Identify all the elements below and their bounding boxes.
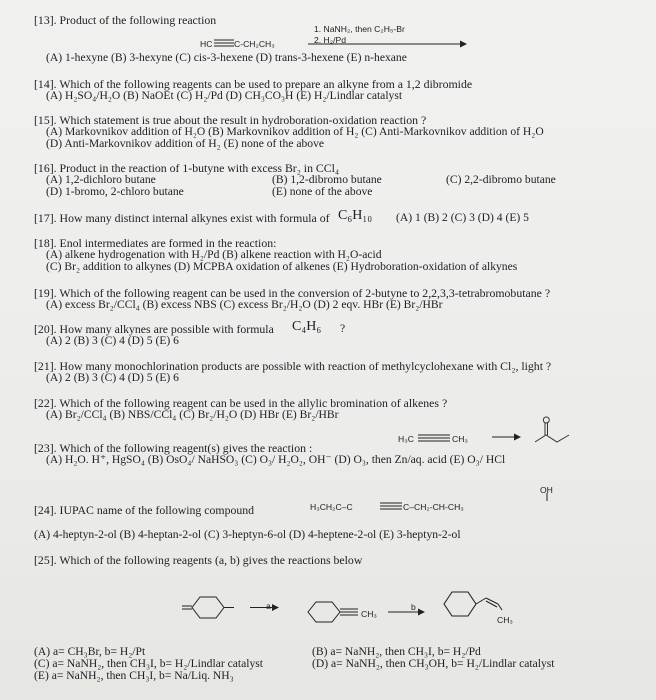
q23-reactant-right: CH₃ xyxy=(452,434,468,444)
q24-options: (A) 4-heptyn-2-ol (B) 4-heptan-2-ol (C) 3-heptyn-6-ol (D) 4-heptene-2-ol (E) 3-heptyn-2-ol xyxy=(34,528,461,541)
q23-reactant-left: H₃C xyxy=(398,434,414,444)
q25-reaction-scheme xyxy=(180,578,310,630)
q13-reagent-step-1: 1. NaNH₂, then C₂H₅-Br xyxy=(314,24,405,34)
q25-label-b: b xyxy=(411,602,416,612)
question-23-stem: [23]. Which of the following reagent(s) gives the reaction : xyxy=(34,441,313,455)
q18-options-line-2: (C) Br₂ addition to alkynes (D) MCPBA oxidation of alkenes (E) Hydroboration-oxidation of alkynes xyxy=(46,260,518,273)
q21-options: (A) 2 (B) 3 (C) 4 (D) 5 (E) 6 xyxy=(46,371,179,384)
question-17-stem: [17]. How many distinct internal alkynes exist with formula of xyxy=(34,211,330,225)
q25-option-e: (E) a= NaNH₂, then CH₃I, b= Na/Liq. NH₃ xyxy=(34,669,234,682)
q16-option-c: (C) 2,2-dibromo butane xyxy=(446,173,556,186)
q16-option-d: (D) 1-bromo, 2-chloro butane xyxy=(46,185,184,198)
q20-question-mark: ? xyxy=(340,322,346,335)
q22-options: (A) Br₂/CCl₄ (B) NBS/CCl₄ (C) Br₂/H₂O (D) HBr (E) Br₂/HBr xyxy=(46,408,339,421)
q13-triple-bond xyxy=(214,38,234,48)
q24-structure-right: C–CH₂-CH-CH₃ xyxy=(403,502,464,512)
q24-hydroxyl-bond xyxy=(542,493,552,501)
question-16-stem: [16]. Product in the reaction of 1-butyne with excess Br₂ in CCl₄ xyxy=(34,161,340,175)
question-21-stem: [21]. How many monochlorination products are possible with reaction of methylcyclohexane with Cl₂, light ? xyxy=(34,359,552,373)
question-22-stem: [22]. Which of the following reagent can be used in the allylic bromination of alkenes ? xyxy=(34,396,448,410)
q13-options: (A) 1-hexyne (B) 3-hexyne (C) cis-3-hexene (D) trans-3-hexene (E) n-hexane xyxy=(46,51,407,64)
q13-substrate-right: C-CH₂CH₃ xyxy=(234,39,275,49)
q25-option-a: (A) a= CH₃Br, b= H₂/Pt xyxy=(34,645,146,658)
q24-hydroxyl-label: OH xyxy=(540,485,553,495)
question-15-stem: [15]. Which statement is true about the result in hydroboration-oxidation reaction ? xyxy=(34,113,427,127)
q25-option-d: (D) a= NaNH₂, then CH₃OH, b= H₂/Lindlar catalyst xyxy=(312,657,555,670)
q13-substrate-left: HC xyxy=(200,39,213,49)
q16-option-e: (E) none of the above xyxy=(272,185,373,198)
q23-triple-bond xyxy=(418,433,450,443)
question-18-stem: [18]. Enol intermediates are formed in the reaction: xyxy=(34,236,277,250)
q13-reagent-step-2: 2. H₂/Pd xyxy=(314,35,346,45)
question-13-stem: [13]. Product of the following reaction xyxy=(34,13,217,27)
q25-product-ch3: CH₃ xyxy=(497,615,513,625)
q25-intermediate-ch3: CH₃ xyxy=(361,609,377,619)
q14-options: (A) H₂SO₄/H₂O (B) NaOEt (C) H₂/Pd (D) CH₃CO₃H (E) H₂/Lindlar catalyst xyxy=(46,89,403,102)
question-19-stem: [19]. Which of the following reagent can be used in the conversion of 2-butyne to 2,2,3,3-tetrabromobutane ? xyxy=(34,286,551,300)
question-20-stem: [20]. How many alkynes are possible with formula xyxy=(34,322,274,336)
q25-option-b: (B) a= NaNH₂, then CH₃I, b= H₂/Pd xyxy=(312,645,481,658)
q23-options: (A) H₂O. H⁺, HgSO₄ (B) OsO₄/ NaHSO₃ (C) O₃/ H₂O₂, OH⁻ (D) O₃, then Zn/aq. acid (E) O₃/ HCl xyxy=(46,453,506,466)
q20-formula: C₄H₆ xyxy=(292,319,322,334)
q15-options-line-2: (D) Anti-Markovnikov addition of H₂ (E) none of the above xyxy=(46,137,325,150)
q16-option-b: (B) 1,2-dibromo butane xyxy=(272,173,382,186)
q18-options-line-1: (A) alkene hydrogenation with H₂/Pd (B) alkene reaction with H₂O-acid xyxy=(46,248,382,261)
q24-structure-left: H₃CH₂C–C xyxy=(310,502,353,512)
q23-product-ketone-structure xyxy=(532,414,576,446)
q23-reaction-arrow xyxy=(492,432,522,442)
q17-options: (A) 1 (B) 2 (C) 3 (D) 4 (E) 5 xyxy=(396,211,529,224)
question-14-stem: [14]. Which of the following reagents can be used to prepare an alkyne from a 1,2 dibromide xyxy=(34,77,473,91)
q13-reaction-arrow xyxy=(308,39,468,49)
q19-options: (A) excess Br₂/CCl₄ (B) excess NBS (C) excess Br₂/H₂O (D) 2 eqv. HBr (E) Br₂/HBr xyxy=(46,298,443,311)
q16-option-a: (A) 1,2-dichloro butane xyxy=(46,173,156,186)
q25-option-c: (C) a= NaNH₂, then CH₃I, b= H₂/Lindlar catalyst xyxy=(34,657,264,670)
q24-triple-bond xyxy=(380,501,402,511)
q25-label-a: a xyxy=(266,601,271,611)
question-24-stem: [24]. IUPAC name of the following compound xyxy=(34,503,255,517)
q15-options-line-1: (A) Markovnikov addition of H₂O (B) Markovnikov addition of H₂ (C) Anti-Markovnikov addition of H₂O xyxy=(46,125,544,138)
q20-options: (A) 2 (B) 3 (C) 4 (D) 5 (E) 6 xyxy=(46,334,179,347)
question-25-stem: [25]. Which of the following reagents (a, b) gives the reactions below xyxy=(34,553,363,567)
q17-formula: C₆H₁₀ xyxy=(338,208,373,223)
